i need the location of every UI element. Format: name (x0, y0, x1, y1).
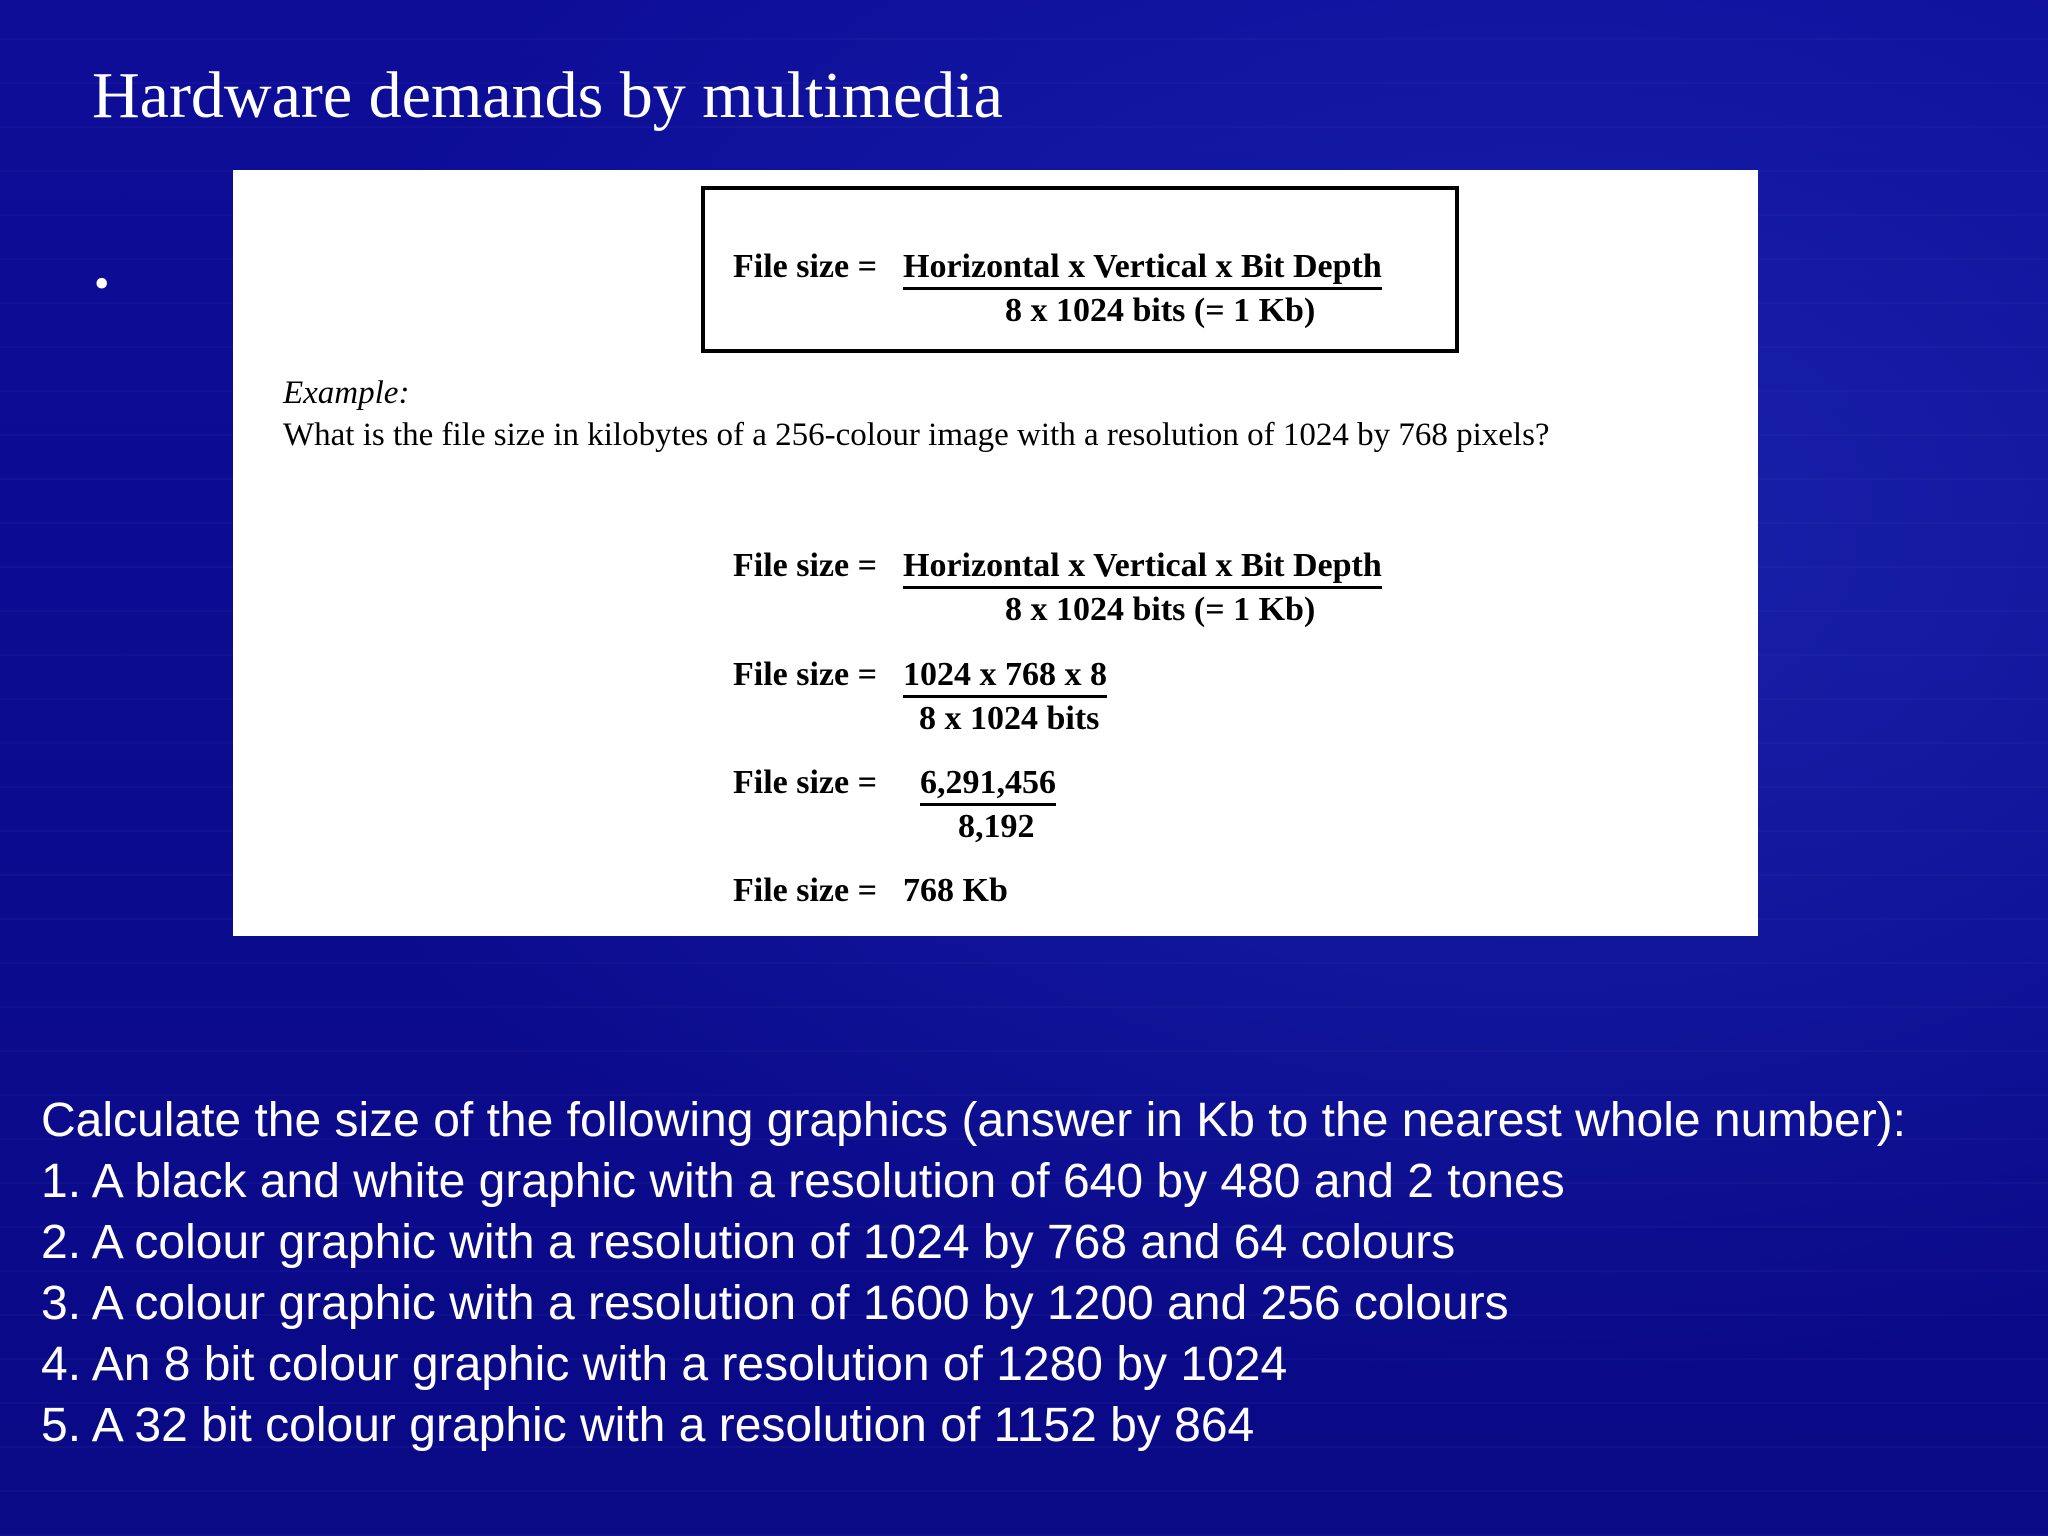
step-label: File size = (733, 764, 877, 801)
step-label: File size = (733, 547, 877, 584)
slide-title: Hardware demands by multimedia (92, 59, 1003, 132)
step-numerator: 6,291,456 (920, 766, 1056, 806)
step-numerator: 1024 x 768 x 8 (903, 658, 1107, 698)
step-denominator: 8 x 1024 bits (919, 700, 1100, 737)
definition-label: File size = (733, 248, 877, 285)
definition-numerator: Horizontal x Vertical x Bit Depth (903, 250, 1382, 290)
exercise-text (41, 1090, 1906, 1456)
formula-image (233, 170, 1758, 936)
exercise-item: 2. A colour graphic with a resolution of 1024 by 768 and 64 colours (41, 1216, 1456, 1269)
step-label: File size = (733, 656, 877, 693)
step-numerator: Horizontal x Vertical x Bit Depth (903, 549, 1382, 589)
bullet-point: • (94, 259, 110, 308)
exercise-item: 5. A 32 bit colour graphic with a resolution of 1152 by 864 (41, 1399, 1255, 1452)
step-denominator: 8 x 1024 bits (= 1 Kb) (1005, 591, 1316, 628)
example-label: Example: (283, 375, 410, 411)
definition-denominator: 8 x 1024 bits (= 1 Kb) (1005, 292, 1316, 329)
formula-definition-box (701, 186, 1459, 353)
exercise-item: 1. A black and white graphic with a resolution of 640 by 480 and 2 tones (41, 1155, 1565, 1208)
step-denominator: 8,192 (958, 808, 1035, 845)
exercise-item: 4. An 8 bit colour graphic with a resolution of 1280 by 1024 (41, 1338, 1288, 1391)
example-question: What is the file size in kilobytes of a 256-colour image with a resolution of 1024 by 768 pixels? (283, 417, 1550, 453)
exercise-item: 3. A colour graphic with a resolution of 1600 by 1200 and 256 colours (41, 1277, 1509, 1330)
step-result: 768 Kb (903, 872, 1008, 909)
step-label: File size = (733, 872, 877, 909)
exercise-intro: Calculate the size of the following graphics (answer in Kb to the nearest whole number): (41, 1094, 1906, 1147)
